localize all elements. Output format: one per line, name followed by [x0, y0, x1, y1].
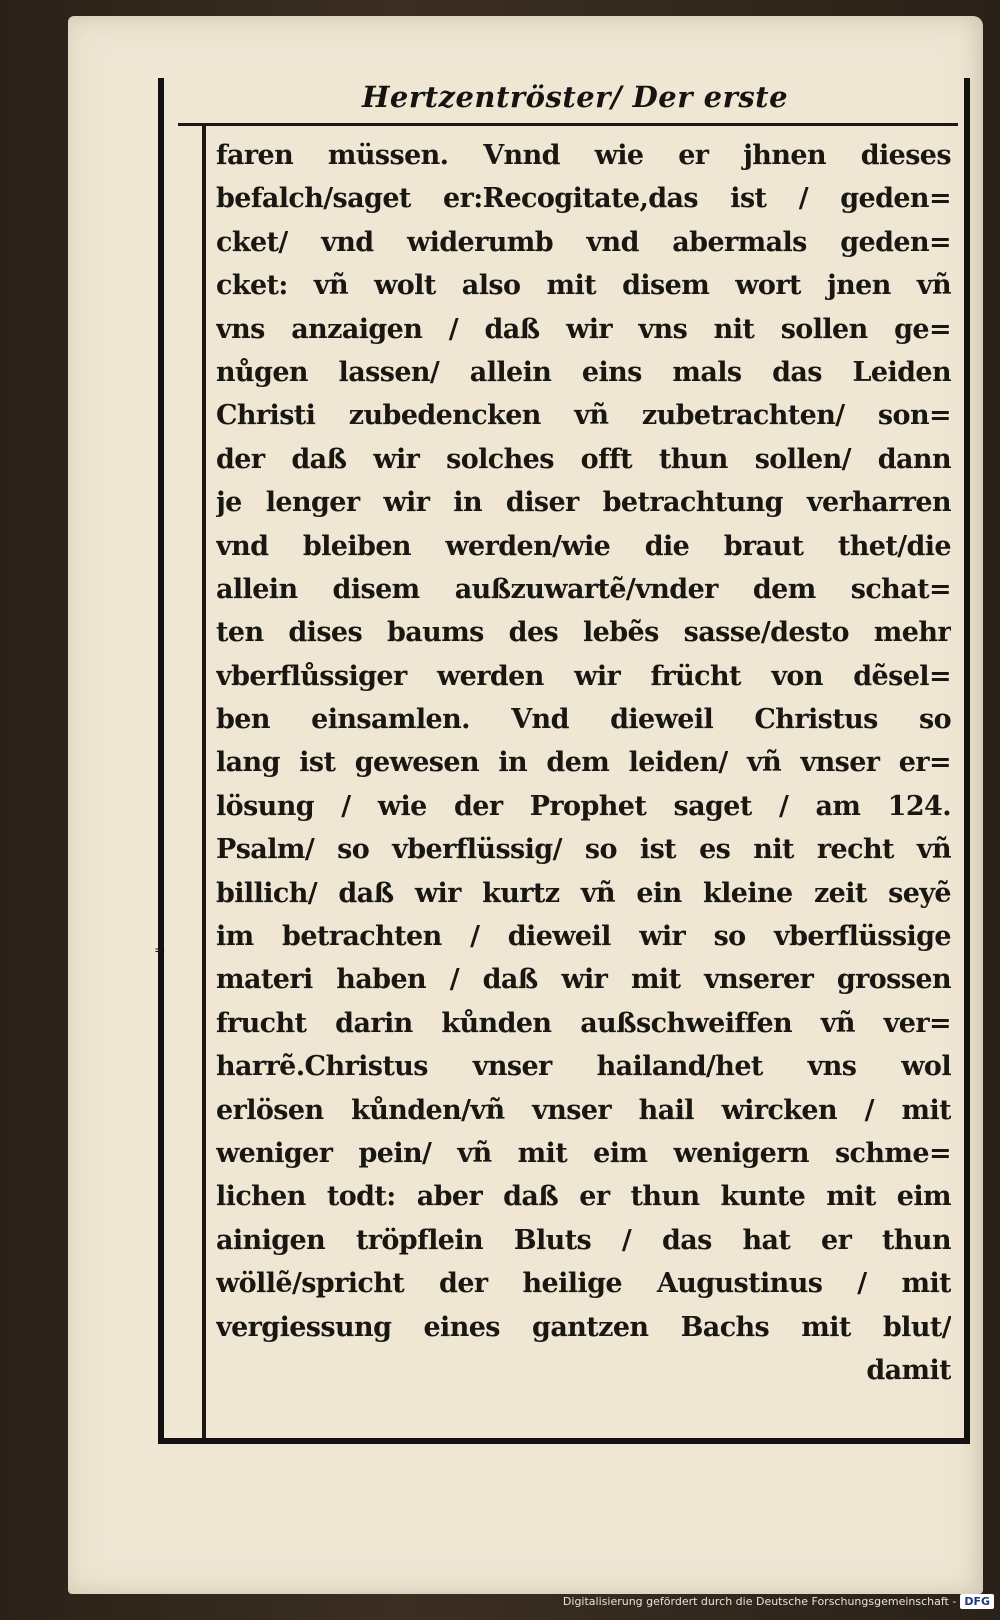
body-text: [216, 134, 951, 1392]
text-line: vergiessung eines gantzen Bachs mit blut/: [216, 1311, 951, 1343]
text-line: vberflůssiger werden wir frücht von dẽsel=: [216, 660, 951, 692]
text-line: ben einsamlen. Vnd dieweil Christus so: [216, 704, 951, 736]
text-line: cket/ vnd widerumb vnd abermals geden=: [216, 226, 951, 258]
margin-pointer-mark: ₌: [154, 935, 166, 960]
text-line: faren müssen. Vnnd wie er jhnen dieses: [216, 140, 951, 171]
text-line: weniger pein/ vñ mit eim wenigern schme=: [216, 1137, 951, 1169]
funding-credit: Digitalisierung gefördert durch die Deutsche Forschungsgemeinschaft -: [562, 1595, 957, 1608]
dfg-logo: DFG: [960, 1594, 994, 1609]
text-line: cket: vñ wolt also mit disem wort jnen vñ: [216, 270, 951, 302]
text-line: lichen todt: aber daß er thun kunte mit eim: [216, 1181, 951, 1213]
text-line: Christi zubedencken vñ zubetrachten/ son=: [216, 400, 951, 432]
text-line: Psalm/ so vberflüssig/ so ist es nit recht vñ: [216, 834, 951, 866]
text-line: im betrachten / dieweil wir so vberflüssige: [216, 921, 951, 953]
header-rule: [178, 123, 958, 126]
text-line: wöllẽ/spricht der heilige Augustinus / mit: [216, 1268, 951, 1300]
text-line: billich/ daß wir kurtz vñ ein kleine zeit seyẽ: [216, 877, 951, 909]
text-line: vnd bleiben werden/wie die braut thet/die: [216, 530, 951, 562]
running-header: Hertzentröster/ Der erste: [361, 80, 789, 114]
text-line: lang ist gewesen in dem leiden/ vñ vnser er=: [216, 747, 951, 779]
text-line: damit: [866, 1354, 951, 1386]
text-line: befalch/saget er:Recogitate,das ist / geden=: [216, 183, 951, 215]
text-line: vns anzaigen / daß wir vns nit sollen ge=: [216, 313, 951, 345]
text-line: allein disem außzuwartẽ/vnder dem schat=: [216, 573, 951, 605]
text-line: harrẽ.Christus vnser hailand/het vns wol: [216, 1051, 951, 1083]
text-line: lösung / wie der Prophet saget / am 124.: [216, 790, 951, 822]
digitization-footer: [0, 1594, 1000, 1616]
text-line: nůgen lassen/ allein eins mals das Leiden: [216, 356, 951, 388]
text-line: der daß wir solches offt thun sollen/ dann: [216, 443, 951, 475]
text-line: ainigen tröpflein Bluts / das hat er thun: [216, 1224, 951, 1256]
text-line: materi haben / daß wir mit vnserer grossen: [216, 964, 951, 996]
text-line: frucht darin kůnden außschweiffen vñ ver=: [216, 1007, 951, 1039]
inner-margin-rule: [202, 123, 206, 1438]
text-line: je lenger wir in diser betrachtung verharren: [216, 487, 951, 519]
text-line: ten dises baums des lebẽs sasse/desto mehr: [216, 617, 951, 649]
text-line: erlösen kůnden/vñ vnser hail wircken / mit: [216, 1094, 951, 1126]
